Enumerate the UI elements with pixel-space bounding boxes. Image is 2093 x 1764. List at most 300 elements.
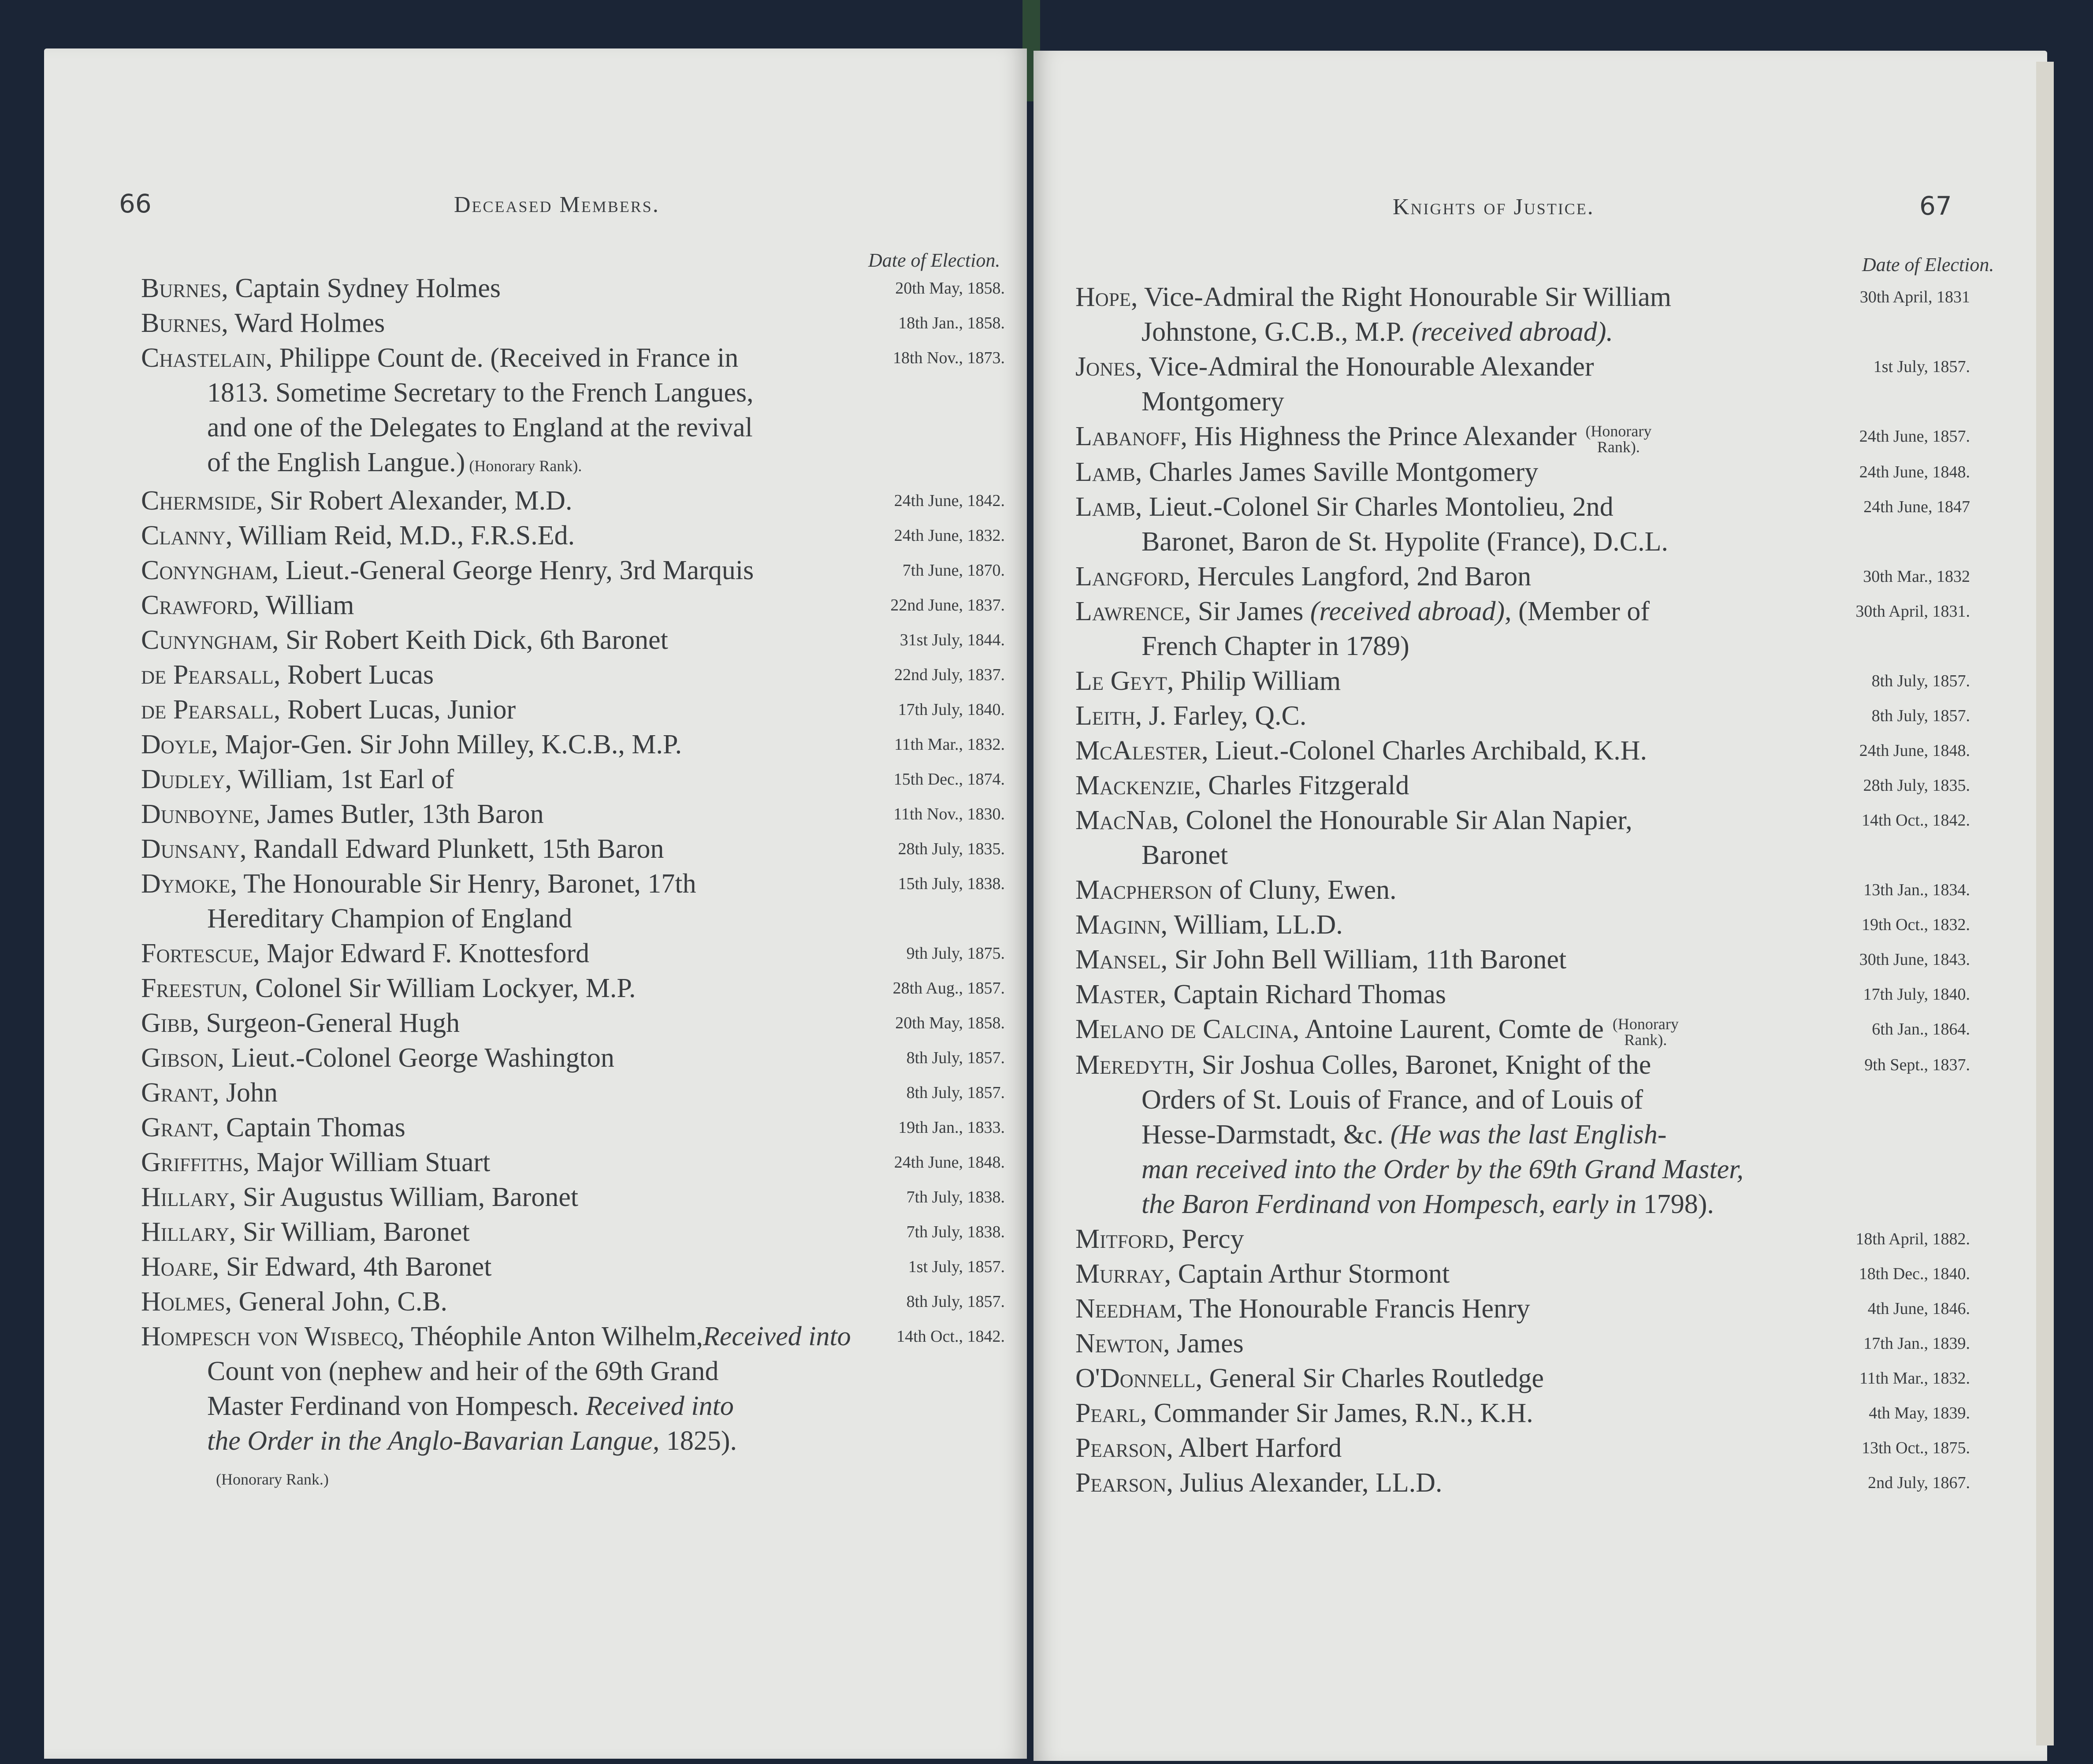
entry-continuation	[141, 1459, 873, 1497]
entry-name: , Lieut.-General George Henry, 3rd Marquis	[271, 555, 754, 585]
election-date: 8th July, 1857.	[906, 1049, 1005, 1067]
entry-text	[141, 1215, 873, 1250]
entry-continuation-italic: Received into	[579, 1391, 734, 1421]
entry-text	[1075, 1466, 1842, 1500]
entry-row	[141, 936, 1005, 971]
entry-row	[141, 1145, 1005, 1180]
entry-italic: (received abroad),	[1303, 596, 1512, 626]
left-page	[44, 48, 1027, 1759]
entry-text	[141, 1180, 873, 1215]
election-date: 19th Oct., 1832.	[1862, 915, 1970, 934]
entry-surname: Chermside	[141, 486, 257, 516]
entry-text	[141, 1250, 873, 1284]
entry-name: , William, 1st Earl of	[225, 764, 454, 794]
entry-text	[141, 692, 873, 727]
honorary-rank-note	[1585, 423, 1651, 455]
entry-name: , Sir Robert Alexander, M.D.	[256, 486, 573, 516]
entry-name: , Sir John Bell William, 11th Baronet	[1160, 944, 1567, 975]
entry-text	[141, 867, 873, 936]
election-date: 13th Oct., 1875.	[1862, 1438, 1970, 1457]
entry-row	[1075, 419, 1970, 455]
entry-text	[141, 1006, 873, 1041]
entry-row	[141, 762, 1005, 797]
entry-name: , James Butler, 13th Baron	[253, 799, 544, 829]
entry-row	[1075, 664, 1970, 699]
election-date: 1st July, 1857.	[908, 1258, 1005, 1276]
honorary-rank-note	[1613, 1016, 1679, 1048]
entry-surname: Lamb	[1075, 491, 1135, 522]
election-date: 20th May, 1858.	[895, 1014, 1005, 1032]
entry-text	[1075, 803, 1842, 873]
entry-surname: Dymoke	[141, 869, 230, 899]
honorary-rank-note: (Honorary Rank).	[465, 457, 582, 475]
election-date: 11th Mar., 1832.	[894, 735, 1005, 754]
entry-name: , Sir William, Baronet	[229, 1217, 470, 1247]
entry-surname: Cunyngham	[141, 625, 272, 655]
entry-row	[141, 658, 1005, 692]
entry-surname: O'Donnell	[1075, 1363, 1196, 1393]
entry-name: , Albert Harford	[1166, 1433, 1342, 1463]
entry-row	[141, 1250, 1005, 1284]
entry-continuation	[1075, 838, 1842, 873]
election-date: 22nd July, 1837.	[894, 666, 1005, 684]
entry-continuation-text: and one of the Delegates to England at the revival	[207, 413, 753, 443]
election-date: 22nd June, 1837.	[890, 596, 1005, 614]
entry-surname: Clanny	[141, 521, 226, 551]
entry-surname: Needham	[1075, 1293, 1176, 1324]
entry-text	[1075, 1012, 1842, 1048]
election-date: 6th Jan., 1864.	[1872, 1020, 1970, 1038]
entry-text	[141, 623, 873, 658]
entry-text	[141, 341, 873, 484]
running-head: Deceased Members.	[454, 192, 660, 217]
entry-surname: Dunsany	[141, 834, 240, 864]
entry-row	[141, 588, 1005, 623]
election-date: 28th July, 1835.	[898, 840, 1005, 858]
entry-continuation	[1075, 1152, 1842, 1187]
entry-name: , Percy	[1168, 1224, 1244, 1254]
entry-text	[1075, 1326, 1842, 1361]
entry-continuation	[1075, 1117, 1842, 1152]
entry-text	[141, 306, 873, 341]
entry-name: , John	[212, 1078, 278, 1108]
entry-row	[141, 1284, 1005, 1319]
entry-text	[141, 1145, 873, 1180]
entry-row	[1075, 350, 1970, 419]
entry-row	[141, 971, 1005, 1006]
entry-surname: Freestun	[141, 973, 242, 1003]
entry-text	[141, 658, 873, 692]
election-date: 11th Mar., 1832.	[1859, 1369, 1970, 1388]
entry-row	[1075, 1257, 1970, 1291]
entry-name: , Major Edward F. Knottesford	[253, 938, 590, 968]
entry-surname: Burnes	[141, 308, 222, 338]
entry-name: , Surgeon-General Hugh	[192, 1008, 460, 1038]
entry-name: , Robert Lucas, Junior	[273, 695, 516, 725]
entry-name: , Antoine Laurent, Comte de	[1292, 1014, 1604, 1044]
entry-continuation	[1075, 384, 1842, 419]
entry-surname: Newton	[1075, 1328, 1164, 1358]
entry-surname: Dudley	[141, 764, 225, 794]
election-date: 24th June, 1848.	[1859, 462, 1970, 481]
entry-row	[1075, 768, 1970, 803]
entry-text	[1075, 1222, 1842, 1257]
entry-text	[1075, 280, 1842, 350]
entry-surname: Mackenzie	[1075, 770, 1195, 800]
entry-text	[141, 484, 873, 518]
right-page	[1033, 51, 2047, 1761]
entry-list	[1075, 280, 1970, 1500]
entry-text	[1075, 490, 1842, 559]
entry-name: , Philippe Count de. (Received in France in	[265, 343, 739, 373]
entry-continuation-italic: man received into the Order by the 69th Grand Master,	[1141, 1154, 1744, 1184]
entry-row	[141, 623, 1005, 658]
entry-row	[141, 727, 1005, 762]
entry-continuation-text: French Chapter in 1789)	[1141, 631, 1409, 661]
entry-continuation	[141, 1389, 873, 1424]
election-date: 28th July, 1835.	[1863, 776, 1970, 795]
entry-surname: Labanoff	[1075, 421, 1181, 451]
entry-continuation	[1075, 315, 1842, 350]
entry-row	[1075, 699, 1970, 733]
entry-continuation	[1075, 629, 1842, 664]
entry-row	[1075, 873, 1970, 908]
entry-row	[1075, 455, 1970, 490]
entry-name: , Sir Augustus William, Baronet	[229, 1182, 579, 1212]
election-date: 30th April, 1831.	[1855, 602, 1970, 621]
entry-name: , Charles Fitzgerald	[1194, 770, 1409, 800]
entry-name: , His Highness the Prince Alexander	[1180, 421, 1577, 451]
entry-name: , The Honourable Francis Henry	[1176, 1293, 1530, 1324]
entry-text	[141, 1076, 873, 1110]
entry-name: , Captain Arthur Stormont	[1164, 1258, 1450, 1289]
entry-row	[1075, 490, 1970, 559]
election-date: 24th June, 1842.	[894, 491, 1005, 510]
entry-text	[141, 553, 873, 588]
election-date: 14th Oct., 1842.	[1862, 811, 1970, 830]
election-date: 4th June, 1846.	[1867, 1299, 1970, 1318]
date-column-head: Date of Election.	[1862, 254, 1994, 275]
election-date: 15th July, 1838.	[898, 875, 1005, 893]
election-date: 8th July, 1857.	[906, 1292, 1005, 1311]
entry-row	[141, 867, 1005, 936]
entry-text	[1075, 1291, 1842, 1326]
entry-text	[141, 727, 873, 762]
entry-row	[141, 1076, 1005, 1110]
entry-text	[1075, 1361, 1842, 1396]
election-date: 20th May, 1858.	[895, 279, 1005, 298]
entry-name: , Commander Sir James, R.N., K.H.	[1140, 1398, 1533, 1428]
entry-surname: MacNab	[1075, 805, 1172, 835]
honorary-rank-line: Rank).	[1624, 1031, 1667, 1049]
honorary-rank-line: (Honorary	[1612, 1015, 1679, 1033]
entry-name: , Hercules Langford, 2nd Baron	[1183, 561, 1532, 592]
entry-text	[1075, 594, 1842, 664]
election-date: 18th Jan., 1858.	[898, 314, 1005, 332]
election-date: 18th April, 1882.	[1855, 1229, 1970, 1248]
entry-surname: Doyle	[141, 729, 212, 759]
date-column-head: Date of Election.	[868, 249, 1000, 271]
entry-surname: Melano de Calcina	[1075, 1014, 1293, 1044]
entry-row	[1075, 1361, 1970, 1396]
entry-continuation	[1075, 1187, 1842, 1222]
election-date: 1st July, 1857.	[1873, 357, 1970, 376]
entry-row	[1075, 1396, 1970, 1431]
entry-row	[1075, 803, 1970, 873]
entry-continuation	[1075, 1083, 1842, 1117]
entry-surname: Langford	[1075, 561, 1184, 592]
entry-row	[1075, 559, 1970, 594]
entry-continuation	[141, 901, 873, 936]
entry-name: , Ward Holmes	[221, 308, 385, 338]
entry-continuation	[141, 1424, 873, 1459]
entry-text	[1075, 768, 1842, 803]
entry-continuation-tail: 1825).	[659, 1426, 737, 1456]
election-date: 11th Nov., 1830.	[893, 805, 1005, 823]
page-edge	[2036, 62, 2054, 1745]
entry-continuation-text: Orders of St. Louis of France, and of Louis of	[1141, 1084, 1643, 1115]
election-date: 24th June, 1848.	[894, 1153, 1005, 1172]
entry-continuation-text: of the English Langue.)	[207, 447, 465, 477]
entry-name: , Charles James Saville Montgomery	[1135, 457, 1539, 487]
entry-surname: Hoare	[141, 1252, 212, 1282]
entry-text	[1075, 873, 1842, 908]
entry-surname: Holmes	[141, 1287, 225, 1317]
entry-row	[141, 1110, 1005, 1145]
election-date: 30th April, 1831	[1859, 288, 1970, 306]
entry-surname: Grant	[141, 1113, 212, 1143]
entry-surname: Griffiths	[141, 1147, 243, 1177]
entry-surname: Hope	[1075, 282, 1131, 312]
entry-continuation-text: Hesse-Darmstadt, &c.	[1141, 1119, 1384, 1150]
entry-name: , William	[252, 590, 354, 620]
entry-surname: Jones	[1075, 352, 1136, 382]
entry-continuation-italic: (received abroad).	[1405, 317, 1613, 347]
entry-text	[1075, 942, 1842, 977]
entry-surname: Fortescue	[141, 938, 253, 968]
entry-row	[141, 1006, 1005, 1041]
entry-surname: McAlester	[1075, 735, 1202, 766]
entry-text	[141, 1110, 873, 1145]
election-date: 13th Jan., 1834.	[1863, 880, 1970, 899]
entry-continuation-text: Montgomery	[1141, 387, 1284, 417]
entry-surname: Dunboyne	[141, 799, 253, 829]
entry-name: , Colonel the Honourable Sir Alan Napier,	[1172, 805, 1632, 835]
election-date: 28th Aug., 1857.	[892, 979, 1005, 997]
entry-continuation-tail: 1798).	[1636, 1189, 1714, 1219]
election-date: 24th June, 1857.	[1859, 427, 1970, 446]
entry-name: , Lieut.-Colonel Charles Archibald, K.H.	[1201, 735, 1647, 766]
entry-text	[1075, 977, 1842, 1012]
election-date: 15th Dec., 1874.	[893, 770, 1005, 789]
entry-continuation-italic: the Baron Ferdinand von Hompesch, early in	[1141, 1189, 1637, 1219]
entry-text	[1075, 455, 1842, 490]
entry-surname: de Pearsall	[141, 660, 274, 690]
entry-surname: Lamb	[1075, 457, 1135, 487]
entry-text	[141, 588, 873, 623]
entry-row	[141, 553, 1005, 588]
page-number: 67	[1919, 191, 1952, 221]
entry-surname: Pearl	[1075, 1398, 1140, 1428]
election-date: 31st July, 1844.	[900, 631, 1005, 649]
entry-text	[1075, 559, 1842, 594]
entry-text	[141, 1319, 873, 1497]
entry-continuation-italic: the Order in the Anglo-Bavarian Langue,	[207, 1426, 660, 1456]
entry-surname: de Pearsall	[141, 695, 274, 725]
entry-text	[1075, 699, 1842, 733]
entry-surname: Le Geyt	[1075, 666, 1167, 696]
election-date: 9th Sept., 1837.	[1864, 1055, 1970, 1074]
election-date: 8th July, 1857.	[1871, 671, 1970, 690]
election-date: 2nd July, 1867.	[1868, 1473, 1970, 1492]
entry-row	[141, 1041, 1005, 1076]
entry-row	[1075, 1048, 1970, 1222]
entry-continuation-text: Johnstone, G.C.B., M.P.	[1141, 317, 1405, 347]
entry-surname: Burnes	[141, 273, 222, 303]
entry-continuation-text: Count von (nephew and heir of the 69th Grand	[207, 1356, 719, 1386]
entry-name: , Sir Joshua Colles, Baronet, Knight of the	[1188, 1049, 1651, 1080]
entry-surname: Conyngham	[141, 555, 272, 585]
entry-name: , Vice-Admiral the Right Honourable Sir William	[1131, 282, 1672, 312]
entry-name: , Major-Gen. Sir John Milley, K.C.B., M.P.	[211, 729, 682, 759]
election-date: 19th Jan., 1833.	[898, 1118, 1005, 1137]
entry-text	[141, 1041, 873, 1076]
entry-row	[141, 832, 1005, 867]
entry-surname: Crawford	[141, 590, 253, 620]
entry-text	[1075, 1048, 1842, 1222]
entry-text	[141, 797, 873, 832]
entry-text	[1075, 733, 1842, 768]
election-date: 30th June, 1843.	[1859, 950, 1970, 969]
entry-row	[1075, 1431, 1970, 1466]
entry-row	[1075, 1291, 1970, 1326]
election-date: 17th July, 1840.	[1863, 985, 1970, 1004]
election-date: 18th Nov., 1873.	[892, 349, 1005, 367]
entry-text	[1075, 350, 1842, 419]
entry-name: , William Reid, M.D., F.R.S.Ed.	[225, 521, 575, 551]
entry-row	[141, 306, 1005, 341]
election-date: 4th May, 1839.	[1869, 1403, 1970, 1422]
entry-continuation	[141, 376, 873, 410]
entry-text	[1075, 908, 1842, 942]
entry-name: , Major William Stuart	[243, 1147, 491, 1177]
entry-name: of Cluny, Ewen.	[1212, 875, 1397, 905]
election-date: 9th July, 1875.	[906, 944, 1005, 963]
entry-row	[1075, 977, 1970, 1012]
entry-name: , Philip William	[1167, 666, 1341, 696]
entry-row	[141, 1180, 1005, 1215]
entry-name: , Sir James	[1184, 596, 1304, 626]
honorary-rank-line: (Honorary	[1585, 422, 1652, 440]
entry-text	[141, 971, 873, 1006]
entry-surname: Macpherson	[1075, 875, 1212, 905]
entry-row	[1075, 733, 1970, 768]
entry-row	[141, 518, 1005, 553]
entry-row	[141, 692, 1005, 727]
entry-text	[141, 271, 873, 306]
entry-row	[1075, 1012, 1970, 1048]
entry-name: , J. Farley, Q.C.	[1135, 700, 1307, 731]
entry-text	[1075, 1431, 1842, 1466]
entry-name: , The Honourable Sir Henry, Baronet, 17th	[230, 869, 696, 899]
entry-name: , Julius Alexander, LL.D.	[1166, 1467, 1442, 1498]
entry-list	[141, 271, 1005, 1497]
entry-name: , Lieut.-Colonel George Washington	[217, 1043, 614, 1073]
entry-name: , General John, C.B.	[225, 1287, 448, 1317]
entry-name: , Captain Richard Thomas	[1160, 979, 1446, 1009]
entry-surname: Meredyth	[1075, 1049, 1188, 1080]
entry-text	[141, 762, 873, 797]
entry-row	[141, 1319, 1005, 1497]
entry-continuation-text: Baronet, Baron de St. Hypolite (France), D.C.L.	[1141, 526, 1668, 557]
election-date: 14th Oct., 1842.	[896, 1327, 1005, 1346]
entry-continuation	[141, 410, 873, 445]
entry-continuation	[141, 445, 873, 484]
entry-row	[141, 341, 1005, 484]
election-date: 7th June, 1870.	[902, 561, 1005, 580]
entry-row	[1075, 908, 1970, 942]
entry-row	[141, 797, 1005, 832]
entry-text	[1075, 1396, 1842, 1431]
entry-name: , Théophile Anton Wilhelm,	[398, 1321, 703, 1351]
entry-surname: Gibson	[141, 1043, 218, 1073]
entry-text	[141, 518, 873, 553]
entry-row	[1075, 280, 1970, 350]
entry-row	[1075, 1466, 1970, 1500]
entry-row	[1075, 942, 1970, 977]
entry-continuation-text: Master Ferdinand von Hompesch.	[207, 1391, 579, 1421]
entry-name: , Randall Edward Plunkett, 15th Baron	[239, 834, 664, 864]
entry-name: , James	[1163, 1328, 1244, 1358]
election-date: 17th July, 1840.	[898, 700, 1005, 719]
entry-surname: Pearson	[1075, 1433, 1167, 1463]
honorary-rank-line: Rank).	[1597, 438, 1640, 456]
entry-continuation-text: Hereditary Champion of England	[207, 904, 573, 934]
entry-name: , General Sir Charles Routledge	[1195, 1363, 1544, 1393]
honorary-rank-note: (Honorary Rank.)	[216, 1470, 329, 1488]
entry-name: , Vice-Admiral the Honourable Alexander	[1135, 352, 1594, 382]
entry-tail: (Member of	[1511, 596, 1650, 626]
entry-row	[141, 484, 1005, 518]
entry-name: , Sir Robert Keith Dick, 6th Baronet	[271, 625, 668, 655]
entry-surname: Leith	[1075, 700, 1135, 731]
entry-row	[1075, 594, 1970, 664]
entry-surname: Lawrence	[1075, 596, 1185, 626]
entry-surname: Hompesch von Wisbecq	[141, 1321, 398, 1351]
entry-italic: Received into	[703, 1321, 851, 1351]
entry-text	[1075, 664, 1842, 699]
entry-surname: Pearson	[1075, 1467, 1167, 1498]
entry-row	[141, 271, 1005, 306]
election-date: 7th July, 1838.	[906, 1223, 1005, 1241]
election-date: 8th July, 1857.	[906, 1083, 1005, 1102]
entry-row	[1075, 1222, 1970, 1257]
election-date: 18th Dec., 1840.	[1859, 1264, 1970, 1283]
entry-row	[1075, 1326, 1970, 1361]
entry-text	[141, 936, 873, 971]
page-number: 66	[119, 189, 152, 219]
entry-surname: Master	[1075, 979, 1160, 1009]
entry-text	[141, 832, 873, 867]
entry-name: , Captain Thomas	[212, 1113, 405, 1143]
election-date: 24th June, 1832.	[894, 526, 1005, 545]
entry-continuation-text: 1813. Sometime Secretary to the French Langues,	[207, 378, 754, 408]
entry-surname: Mansel	[1075, 944, 1161, 975]
entry-continuation	[141, 1354, 873, 1389]
entry-surname: Maginn	[1075, 909, 1161, 940]
entry-text	[1075, 419, 1842, 455]
entry-surname: Chastelain	[141, 343, 266, 373]
